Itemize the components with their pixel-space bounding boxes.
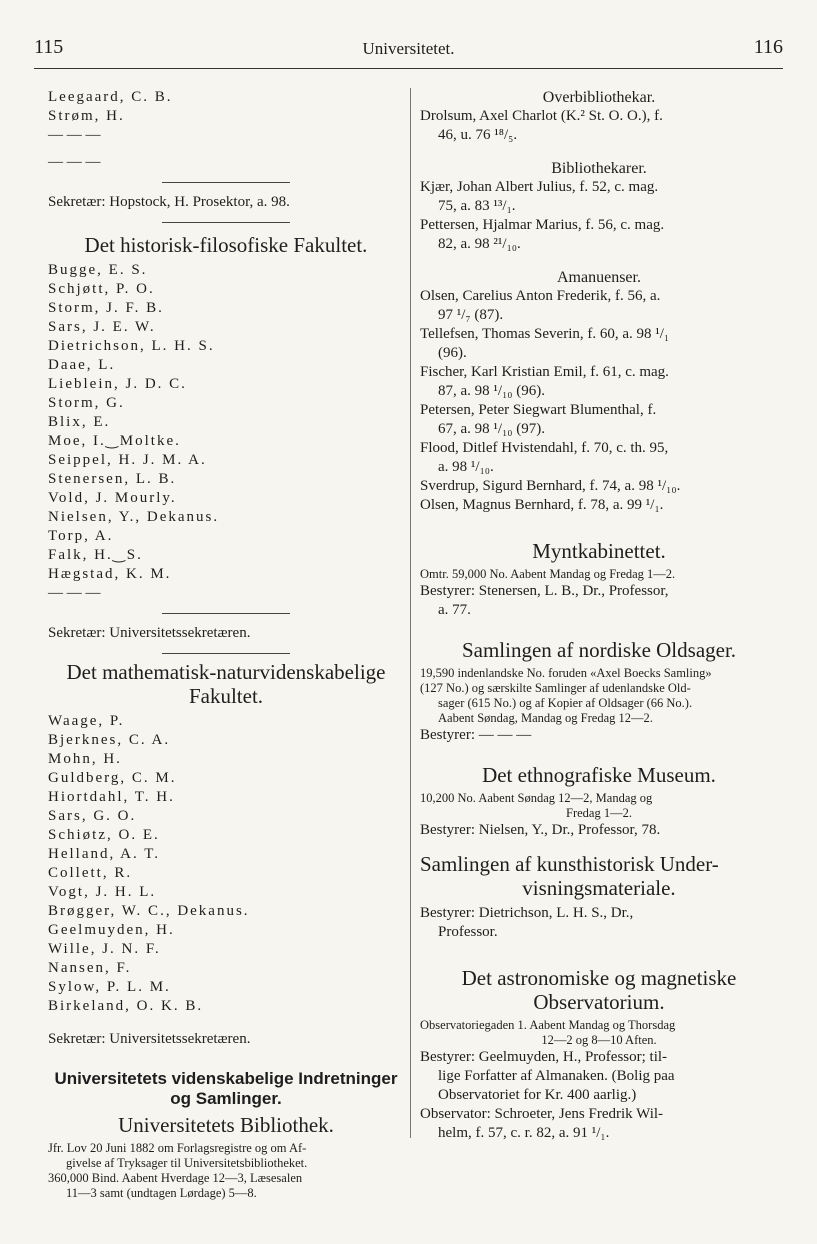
page-number-right: 116 [753, 36, 783, 58]
entry-line: 82, a. 98 ²¹/₁₀. [438, 236, 521, 252]
secretary-line: Sekretær: Universitetssekretæren. [48, 1031, 251, 1047]
section-heading-cont: visningsmateriale. [522, 876, 676, 900]
entry-line: Drolsum, Axel Charlot (K.² St. O. O.), f. [420, 108, 663, 124]
text-line: Fredag 1—2. [566, 806, 632, 820]
list-item: Moe, I.‿Moltke. [48, 433, 181, 449]
list-item: Helland, A. T. [48, 846, 161, 862]
entry-line: Olsen, Magnus Bernhard, f. 78, a. 99 ¹/₁. [420, 497, 664, 513]
section-rule [162, 182, 290, 183]
library-heading: Universitetets Bibliothek. [118, 1113, 334, 1137]
faculty-heading: Det mathematisk-naturvidenskabelige [66, 660, 386, 684]
section-heading-cont: Observatorium. [533, 990, 665, 1014]
faculty-heading-cont: Fakultet. [188, 684, 264, 708]
entry-line: Bestyrer: Stenersen, L. B., Dr., Professor, [420, 583, 669, 599]
secretary-line: Sekretær: Universitetssekretæren. [48, 625, 251, 641]
list-item: Bugge, E. S. [48, 262, 148, 278]
list-item: Nansen, F. [48, 960, 132, 976]
text-line: 19,590 indenlandske No. foruden «Axel Boecks Samling» [420, 666, 712, 680]
page-number-left: 115 [34, 36, 64, 58]
list-item: Schiøtz, O. E. [48, 827, 160, 843]
text-line: Observatoriegaden 1. Aabent Mandag og Thorsdag [420, 1018, 676, 1032]
math-faculty-list [48, 712, 404, 1016]
list-item: Schjøtt, P. O. [48, 281, 155, 297]
page-header [34, 36, 783, 69]
text-line: 12—2 og 8—10 Aften. [541, 1033, 657, 1047]
section-rule [162, 222, 290, 223]
list-item: Sylow, P. L. M. [48, 979, 171, 995]
list-item: Vold, J. Mourly. [48, 490, 177, 506]
entry-line: lige Forfatter af Almanaken. (Bolig paa [438, 1068, 675, 1084]
list-item: Storm, J. F. B. [48, 300, 164, 316]
list-item: Mohn, H. [48, 751, 122, 767]
entry-line: Fischer, Karl Kristian Emil, f. 61, c. mag. [420, 364, 669, 380]
running-title: Universitetet. [362, 39, 455, 58]
list-item: Blix, E. [48, 414, 111, 430]
section-heading: Samlingen af nordiske Oldsager. [461, 638, 737, 662]
text-line: Aabent Søndag, Mandag og Fredag 12—2. [438, 711, 653, 725]
entry-line: 67, a. 98 ¹/₁₀ (97). [438, 421, 546, 437]
list-item: Wille, J. N. F. [48, 941, 161, 957]
text-line: Jfr. Lov 20 Juni 1882 om Forlagsregistre og om Af- [48, 1141, 307, 1155]
text-line: sager (615 No.) og af Kopier af Oldsager (66 No.). [438, 696, 693, 710]
entry-line: Petersen, Peter Siegwart Blumenthal, f. [420, 402, 657, 418]
column-divider [410, 88, 411, 1138]
text-line: 10,200 No. Aabent Søndag 12—2, Mandag og [420, 791, 653, 805]
section-heading: Samlingen af kunsthistorisk Under- [420, 852, 719, 876]
role-title: Bibliothekarer. [551, 160, 647, 177]
entry-line: helm, f. 57, c. r. 82, a. 91 ¹/₁. [438, 1125, 610, 1141]
secretary-line: Sekretær: Hopstock, H. Prosektor, a. 98. [48, 194, 290, 210]
entry-line: Pettersen, Hjalmar Marius, f. 56, c. mag. [420, 217, 665, 233]
entry-line: Olsen, Carelius Anton Frederik, f. 56, a. [420, 288, 661, 304]
list-item: Nielsen, Y., Dekanus. [48, 509, 220, 525]
section-rule [162, 653, 290, 654]
list-item: Storm, G. [48, 395, 125, 411]
text-line: (127 No.) og særskilte Samlinger af udenlandske Old- [420, 681, 691, 695]
section-heading: Universitetets videnskabelige Indretninger [54, 1069, 398, 1088]
entry-line: 75, a. 83 ¹³/₁. [438, 198, 516, 214]
role-title: Overbibliothekar. [542, 89, 656, 106]
list-item: Waage, P. [48, 713, 125, 729]
dash-placeholder: — — — [48, 585, 101, 601]
list-item: Geelmuyden, H. [48, 922, 175, 938]
historical-faculty-list [48, 261, 404, 584]
entry-line: Bestyrer: — — — [420, 727, 532, 743]
list-item: Brøgger, W. C., Dekanus. [48, 903, 250, 919]
list-item: Vogt, J. H. L. [48, 884, 157, 900]
list-item: Birkeland, O. K. B. [48, 998, 204, 1014]
faculty-heading: Det historisk-filosofiske Fakultet. [84, 233, 368, 257]
list-item: Dietrichson, L. H. S. [48, 338, 215, 354]
entry-line: Tellefsen, Thomas Severin, f. 60, a. 98 ¹/₁ [420, 326, 670, 342]
list-item: Hiortdahl, T. H. [48, 789, 175, 805]
library-text [48, 1141, 404, 1201]
entry-line: Bestyrer: Geelmuyden, H., Professor; til- [420, 1049, 668, 1065]
list-item: Torp, A. [48, 528, 114, 544]
text-line: 360,000 Bind. Aabent Hverdage 12—3, Læsesalen [48, 1171, 303, 1185]
list-item: Stenersen, L. B. [48, 471, 177, 487]
role-title: Amanuenser. [557, 269, 641, 286]
list-item: Falk, H.‿S. [48, 547, 143, 563]
entry-line: 46, u. 76 ¹⁸/₅. [438, 127, 518, 143]
entry-line: Observatoriet for Kr. 400 aarlig.) [438, 1087, 637, 1103]
entry-line: Professor. [438, 924, 498, 940]
name-line: Strøm, H. [48, 108, 125, 124]
entry-line: (96). [438, 345, 467, 361]
entry-line: Sverdrup, Sigurd Bernhard, f. 74, a. 98 ¹/₁₀. [420, 478, 681, 494]
section-heading: Det astronomiske og magnetiske [461, 966, 737, 990]
list-item: Bjerknes, C. A. [48, 732, 171, 748]
section-rule [162, 613, 290, 614]
dash-placeholder: — — — [48, 127, 101, 143]
list-item: Sars, J. E. W. [48, 319, 156, 335]
section-heading-cont: og Samlinger. [170, 1089, 282, 1108]
right-column [420, 88, 778, 1143]
list-item: Sars, G. O. [48, 808, 137, 824]
entry-line: Bestyrer: Nielsen, Y., Dr., Professor, 78. [420, 822, 661, 838]
list-item: Collett, R. [48, 865, 133, 881]
entry-line: Flood, Ditlef Hvistendahl, f. 70, c. th. 95, [420, 440, 669, 456]
entry-line: Bestyrer: Dietrichson, L. H. S., Dr., [420, 905, 634, 921]
text-line: Omtr. 59,000 No. Aabent Mandag og Fredag 1—2. [420, 567, 676, 581]
name-line: Leegaard, C. B. [48, 89, 173, 105]
entry-line: a. 77. [438, 602, 471, 618]
section-heading: Det ethnografiske Museum. [482, 763, 716, 787]
entry-line: a. 98 ¹/₁₀. [438, 459, 494, 475]
text-line: givelse af Tryksager til Universitetsbibliotheket. [66, 1156, 308, 1170]
list-item: Lieblein, J. D. C. [48, 376, 187, 392]
dash-placeholder: — — — [48, 154, 101, 170]
list-item: Hægstad, K. M. [48, 566, 172, 582]
entry-line: 87, a. 98 ¹/₁₀ (96). [438, 383, 546, 399]
entry-line: Kjær, Johan Albert Julius, f. 52, c. mag. [420, 179, 659, 195]
list-item: Seippel, H. J. M. A. [48, 452, 207, 468]
left-column [48, 88, 404, 1201]
list-item: Guldberg, C. M. [48, 770, 177, 786]
list-item: Daae, L. [48, 357, 116, 373]
section-heading: Myntkabinettet. [532, 539, 666, 563]
text-line: 11—3 samt (undtagen Lørdage) 5—8. [66, 1186, 257, 1200]
entry-line: Observator: Schroeter, Jens Fredrik Wil- [420, 1106, 664, 1122]
entry-line: 97 ¹/₇ (87). [438, 307, 504, 323]
